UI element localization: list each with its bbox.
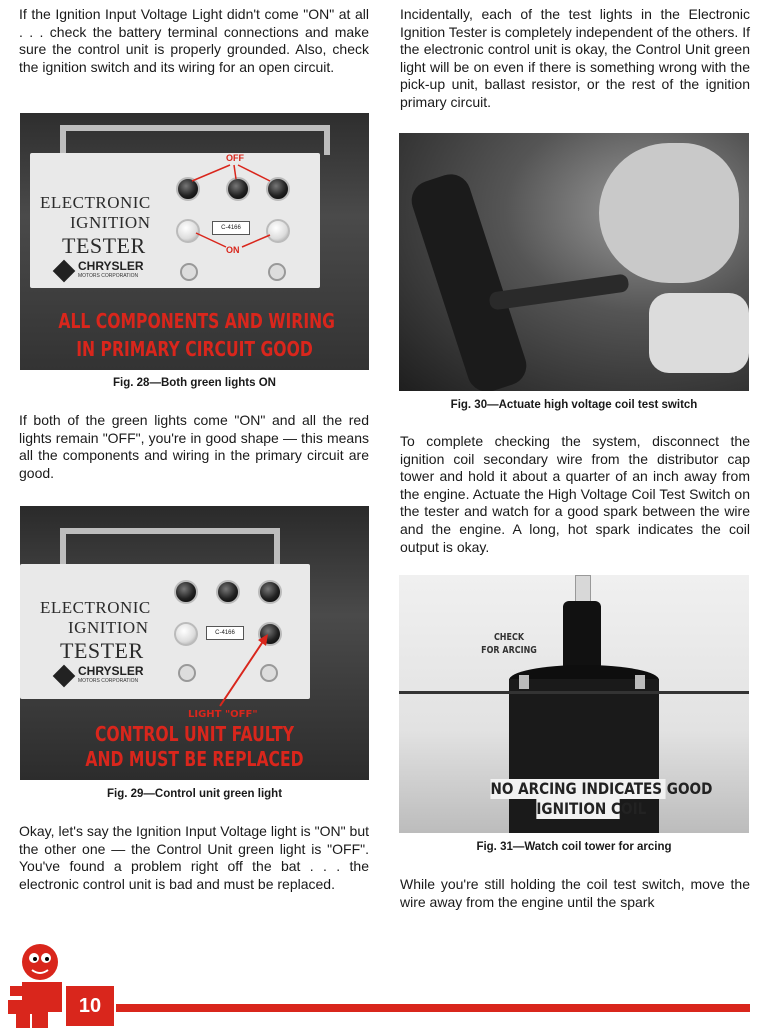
brand-sub: MOTORS CORPORATION [78, 273, 139, 279]
tester-title-line1: ELECTRONIC [40, 193, 151, 212]
fig29-caption: Fig. 29—Control unit green light [106, 788, 283, 800]
fig29-photo [20, 506, 369, 780]
paragraph-ignition-voltage: If the Ignition Input Voltage Light didn't come "ON" at all . . . check the battery terminal connections and make sure the control unit is properly grounded. Also, check the ignition switch and its wiring for an open circuit. [19, 6, 369, 75]
fig28-tester-panel [30, 153, 320, 288]
fig31-banner-line2: IGNITION COIL [536, 799, 647, 818]
fig28-photo [20, 113, 369, 370]
page-number: 10 [78, 995, 102, 1017]
check-label-line1: CHECK [493, 632, 525, 643]
tester-title-line3: TESTER [62, 233, 146, 258]
fig30-photo [399, 133, 749, 391]
check-label-line2: FOR ARCING [481, 645, 537, 656]
fig28-arrows [30, 153, 320, 288]
fig29-banner-line1: CONTROL UNIT FAULTY [94, 722, 295, 746]
footer-rule [116, 1004, 750, 1012]
tester-title-line2: IGNITION [70, 213, 151, 232]
tester-title-line1: ELECTRONIC [40, 598, 151, 617]
fig31-banner-line1: NO ARCING INDICATES GOOD [490, 779, 713, 798]
fig30-caption: Fig. 30—Actuate high voltage coil test switch [450, 399, 698, 411]
paragraph-both-green: If both of the green lights come "ON" and all the red lights remain "OFF", you're in good shape — this means all the components and wiring in the primary circuit are good. [19, 412, 369, 481]
light-off-label: LIGHT "OFF" [188, 709, 258, 720]
paragraph-control-unit-bad: Okay, let's say the Ignition Input Voltage light is "ON" but the other one — the Control Unit green light is "OFF". You've found a problem right off the bat . . . the electronic control unit is bad and must be replaced. [19, 823, 369, 892]
paragraph-move-wire: While you're still holding the coil test switch, move the wire away from the engine until the spark [400, 876, 750, 910]
page-number-box [66, 986, 114, 1026]
tester-title-line3: TESTER [60, 638, 144, 663]
on-label: ON [226, 245, 240, 255]
brand-name: CHRYSLER [78, 664, 144, 678]
model-label: C-4166 [212, 221, 250, 235]
fig28-banner-line2: IN PRIMARY CIRCUIT GOOD [76, 337, 313, 361]
fig28-caption: Fig. 28—Both green lights ON [113, 377, 276, 389]
off-label: OFF [226, 153, 244, 163]
tester-title-line2: IGNITION [68, 618, 149, 637]
model-label: C-4166 [206, 626, 244, 640]
mascot-icon [2, 940, 72, 1030]
paragraph-complete-check: To complete checking the system, disconnect the ignition coil secondary wire from the distributor cap tower and hold it about a quarter of an inch away from the engine. Actuate the High Voltage Coil Test Switch on the tester and watch for a good spark between the wire and the engine. A long, hot spark indicates the coil output is okay. [400, 433, 750, 555]
fig28-banner-line1: ALL COMPONENTS AND WIRING [58, 309, 335, 333]
fig31-caption: Fig. 31—Watch coil tower for arcing [476, 841, 672, 853]
fig31-photo [399, 575, 749, 833]
fig29-banner-line2: AND MUST BE REPLACED [85, 747, 304, 771]
paragraph-independent-lights: Incidentally, each of the test lights in the Electronic Ignition Tester is completely independent of the others. If the electronic control unit is okay, the Control Unit green light will be on even if there is something wrong with the pick-up unit, ballast resistor, or the rest of the ignition primary circuit. [400, 6, 750, 110]
brand-sub: MOTORS CORPORATION [78, 678, 139, 684]
brand-name: CHRYSLER [78, 259, 144, 273]
